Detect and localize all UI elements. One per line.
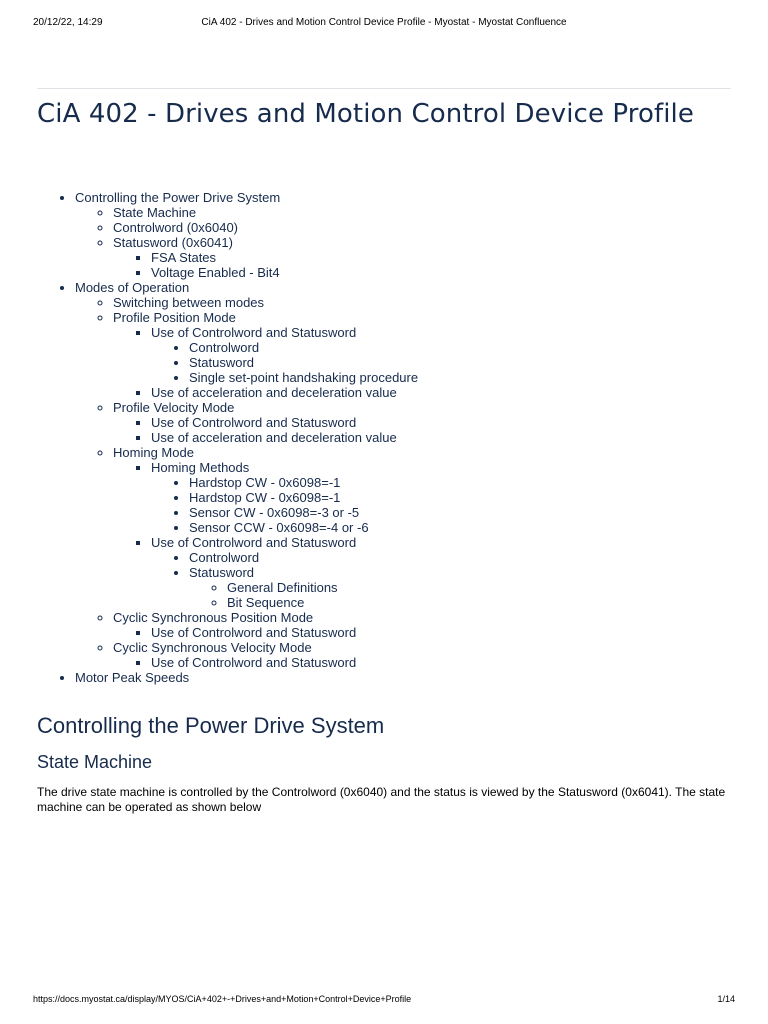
toc-link[interactable]: ◦ Bit Sequence: [227, 595, 305, 610]
toc-item: [113, 205, 418, 220]
toc-link[interactable]: • Sensor CW - 0x6098=-3 or -5: [189, 505, 360, 520]
toc-link[interactable]: ◦ Profile Velocity Mode: [113, 400, 235, 415]
print-page-title: CiA 402 - Drives and Motion Control Device Profile - Myostat - Myostat Confluence: [201, 17, 567, 28]
toc-list-level-4: [151, 340, 418, 385]
toc-link[interactable]: ▪ Use of acceleration and deceleration value: [151, 385, 397, 400]
toc-link[interactable]: ▪ Voltage Enabled - Bit4: [151, 265, 280, 280]
toc-link[interactable]: ▪ FSA States: [151, 250, 217, 265]
toc-link[interactable]: ▪ Use of Controlword and Statusword: [151, 535, 357, 550]
toc-list-level-5: [189, 580, 418, 610]
toc-list-level-2: [75, 295, 418, 670]
toc-link[interactable]: • Hardstop CW - 0x6098=-1: [189, 475, 341, 490]
toc-link[interactable]: • Hardstop CW - 0x6098=-1: [189, 490, 341, 505]
toc-link[interactable]: ◦ State Machine: [113, 205, 197, 220]
toc-item: [75, 280, 418, 670]
toc-item: [189, 340, 418, 355]
section-paragraph: The drive state machine is controlled by the Controlword (0x6040) and the status is viewed by the Statusword (0x6041). The state machine can be operated as shown below: [37, 785, 726, 814]
section-heading: Controlling the Power Drive System: [37, 713, 385, 738]
toc-item: [189, 550, 418, 565]
page-number: 1/14: [717, 994, 735, 1004]
toc-link[interactable]: ▪ Homing Methods: [151, 460, 250, 475]
toc-item: [189, 370, 418, 385]
print-footer: [33, 994, 735, 1008]
toc-item: [189, 475, 418, 490]
toc-item: [189, 520, 418, 535]
toc-link[interactable]: • Single set-point handshaking procedure: [189, 370, 419, 385]
table-of-contents: [0, 190, 418, 685]
toc-list-level-1: [0, 190, 418, 685]
toc-item: [151, 430, 418, 445]
toc-link[interactable]: ▪ Use of acceleration and deceleration value: [151, 430, 397, 445]
toc-list-level-4: [151, 550, 418, 610]
toc-item: [75, 670, 418, 685]
toc-list-level-3: [113, 325, 418, 400]
toc-link[interactable]: ◦ General Definitions: [227, 580, 338, 595]
toc-link[interactable]: ◦ Statusword (0x6041): [113, 235, 233, 250]
toc-list-level-3: [113, 655, 418, 670]
toc-item: [113, 610, 418, 640]
toc-list-level-3: [113, 415, 418, 445]
toc-item: [113, 310, 418, 400]
toc-link[interactable]: • Modes of Operation: [75, 280, 190, 295]
toc-item: [75, 190, 418, 280]
toc-item: [227, 595, 418, 610]
toc-link[interactable]: ◦ Cyclic Synchronous Position Mode: [113, 610, 314, 625]
toc-list-level-3: [113, 625, 418, 640]
toc-link[interactable]: • Controlling the Power Drive System: [75, 190, 281, 205]
toc-item: [113, 235, 418, 280]
toc-item: [151, 385, 418, 400]
toc-list-level-3: [113, 250, 418, 280]
toc-list-level-3: [113, 460, 418, 610]
header-divider: [37, 88, 731, 89]
toc-link[interactable]: • Motor Peak Speeds: [75, 670, 190, 685]
toc-item: [113, 445, 418, 610]
page-title: CiA 402 - Drives and Motion Control Device Profile: [37, 99, 694, 129]
toc-item: [113, 295, 418, 310]
toc-link[interactable]: ▪ Use of Controlword and Statusword: [151, 625, 357, 640]
toc-link[interactable]: ▪ Use of Controlword and Statusword: [151, 655, 357, 670]
toc-item: [189, 490, 418, 505]
section-subheading: State Machine: [37, 752, 153, 772]
toc-link[interactable]: ◦ Controlword (0x6040): [113, 220, 239, 235]
toc-item: [113, 220, 418, 235]
toc-item: [151, 625, 418, 640]
toc-link[interactable]: ◦ Profile Position Mode: [113, 310, 236, 325]
toc-link[interactable]: ◦ Homing Mode: [113, 445, 194, 460]
toc-item: [151, 250, 418, 265]
print-header: [33, 17, 735, 31]
toc-item: [189, 355, 418, 370]
toc-list-level-4: [151, 475, 418, 535]
toc-link[interactable]: ▪ Use of Controlword and Statusword: [151, 325, 357, 340]
toc-link[interactable]: • Statusword: [189, 355, 255, 370]
print-url: https://docs.myostat.ca/display/MYOS/CiA+402+-+Drives+and+Motion+Control+Device+Profile: [33, 994, 412, 1004]
toc-list-level-2: [75, 205, 418, 280]
toc-item: [227, 580, 418, 595]
toc-item: [189, 505, 418, 520]
toc-link[interactable]: • Statusword: [189, 565, 255, 580]
toc-item: [113, 640, 418, 670]
toc-item: [113, 400, 418, 445]
toc-item: [189, 565, 418, 610]
toc-item: [151, 265, 418, 280]
toc-link[interactable]: ▪ Use of Controlword and Statusword: [151, 415, 357, 430]
toc-link[interactable]: • Sensor CCW - 0x6098=-4 or -6: [189, 520, 369, 535]
toc-link[interactable]: ◦ Switching between modes: [113, 295, 265, 310]
print-datetime: 20/12/22, 14:29: [33, 17, 103, 28]
toc-item: [151, 460, 418, 535]
toc-item: [151, 535, 418, 610]
toc-item: [151, 325, 418, 385]
toc-item: [151, 415, 418, 430]
toc-item: [151, 655, 418, 670]
toc-link[interactable]: • Controlword: [189, 550, 260, 565]
toc-link[interactable]: • Controlword: [189, 340, 260, 355]
toc-link[interactable]: ◦ Cyclic Synchronous Velocity Mode: [113, 640, 312, 655]
